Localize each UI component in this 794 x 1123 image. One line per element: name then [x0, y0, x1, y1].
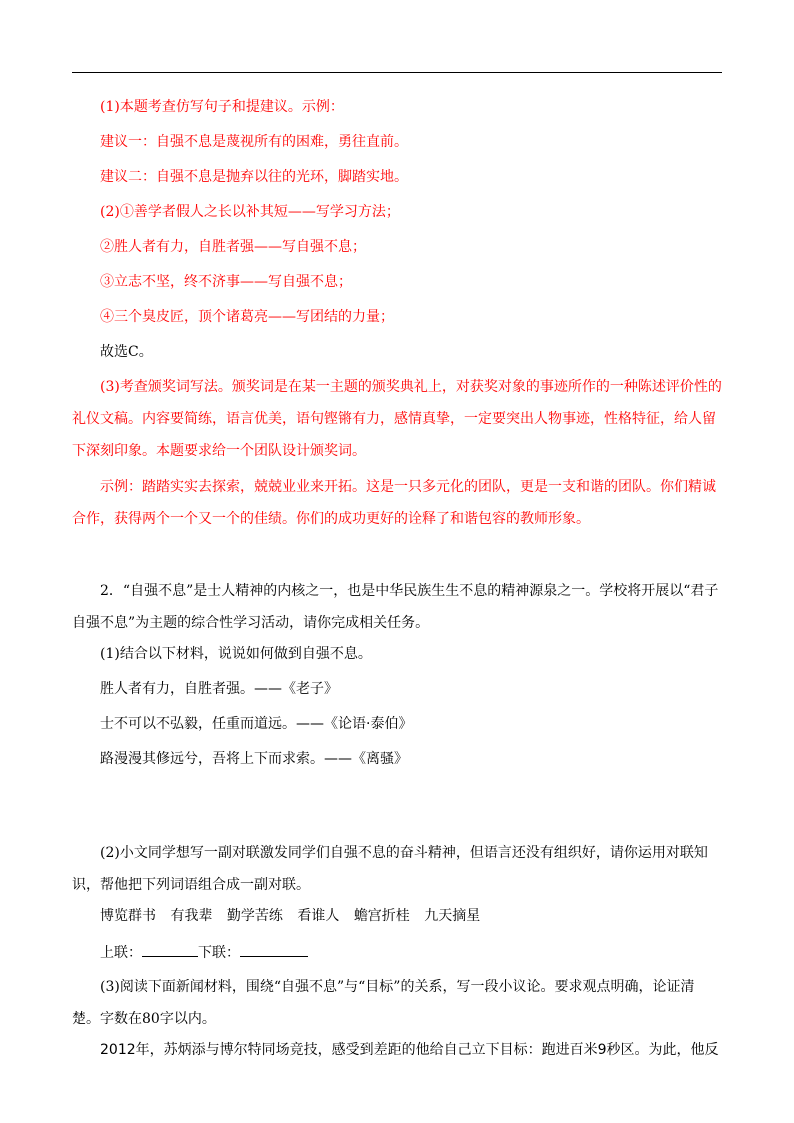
- answer-line-1: (1)本题考查仿写句子和提建议。示例：: [100, 99, 344, 115]
- lower-couplet-blank[interactable]: [240, 940, 308, 957]
- question-2-sub-1: (1)结合以下材料，说说如何做到自强不息。: [100, 646, 372, 662]
- header-rule: [72, 72, 722, 73]
- word-item: 看谁人: [297, 908, 340, 924]
- document-body: [72, 96, 722, 1074]
- answer-paragraph-award: (3)考查颁奖词写法。颁奖词是在某一主题的颁奖典礼上，对获奖对象的事迹所作的一种陈述评价性的礼仪文稿。内容要简练，语言优美，语句铿锵有力，感情真挚，一定要突出人物事迹，性格特征，给人留下深刻印象。本题要求给一个团队设计颁奖词。: [72, 379, 722, 459]
- answer-line-7: ④三个臭皮匠，顶个诸葛亮——写团结的力量；: [100, 309, 394, 325]
- answer-line-4: (2)①善学者假人之长以补其短——写学习方法；: [100, 204, 400, 220]
- answer-line-3: 建议二：自强不息是抛弃以往的光环，脚踏实地。: [100, 169, 408, 185]
- news-material: 2012年，苏炳添与博尔特同场竞技，感受到差距的他给自己立下目标：跑进百米9秒区。为此，他反: [100, 1042, 719, 1058]
- couplet-word-list: [72, 905, 722, 927]
- quote-lisao: 路漫漫其修远兮，吾将上下而求索。——《离骚》: [100, 751, 408, 767]
- word-item: 九天摘星: [424, 908, 481, 924]
- question-2-sub-2: (2)小文同学想写一副对联激发同学们自强不息的奋斗精神，但语言还没有组织好，请你运用对联知识，帮他把下列词语组合成一副对联。: [72, 845, 708, 893]
- quote-lunyu: 士不可以不弘毅，任重而道远。——《论语·泰伯》: [100, 716, 413, 732]
- word-item: 博览群书: [100, 908, 156, 924]
- couplet-answer-line: [72, 940, 722, 962]
- upper-couplet-label: 上联：: [100, 945, 142, 961]
- answer-line-2: 建议一：自强不息是蔑视所有的困难，勇往直前。: [100, 134, 408, 150]
- word-item: 勤学苦练: [226, 908, 283, 924]
- lower-couplet-label: 下联：: [198, 945, 240, 961]
- question-2-intro: 2．“自强不息”是士人精神的内核之一，也是中华民族生生不息的精神源泉之一。学校将开展以“君子自强不息”为主题的综合性学习活动，请你完成相关任务。: [72, 583, 719, 631]
- section-gap-2: [72, 783, 722, 837]
- answer-line-6: ③立志不坚，终不济事——写自强不息；: [100, 274, 352, 290]
- answer-line-8: 故选C。: [100, 344, 153, 360]
- answer-paragraph-example: 示例：踏踏实实去探索，兢兢业业来开拓。这是一只多元化的团队，更是一支和谐的团队。你们精诚合作，获得两个一个又一个的佳绩。你们的成功更好的诠释了和谐包容的教师形象。: [72, 479, 716, 527]
- answer-line-5: ②胜人者有力，自胜者强——写自强不息；: [100, 239, 366, 255]
- question-2-sub-3: (3)阅读下面新闻材料，围绕“自强不息”与“目标”的关系，写一段小议论。要求观点明确，论证清楚。字数在80字以内。: [72, 979, 695, 1027]
- upper-couplet-blank[interactable]: [142, 940, 198, 957]
- word-item: 有我辈: [170, 908, 213, 924]
- word-item: 蟾宫折桂: [353, 908, 410, 924]
- quote-laozi: 胜人者有力，自胜者强。——《老子》: [100, 681, 338, 697]
